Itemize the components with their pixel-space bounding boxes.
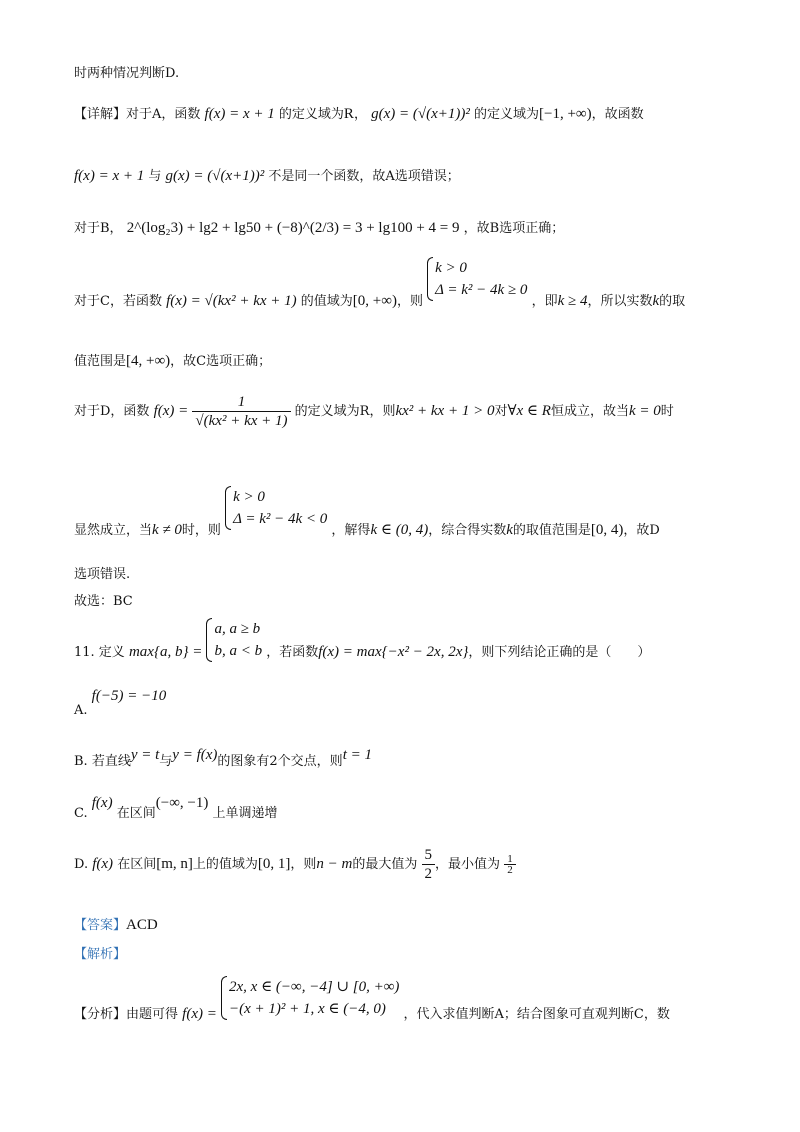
line-detail-A: 【详解】对于A，函数 f(x) = x + 1 的定义域为R， g(x) = (√(x+1))² 的定义域为[−1, +∞)，故函数: [74, 106, 644, 122]
analysis-tag: 【解析】: [74, 947, 127, 962]
analysis-line: 【分析】由题可得 f(x) = 2x, x ∈ (−∞, −4] ∪ [0, +∞) −(x + 1)² + 1, x ∈ (−4, 0) ，代入求值判断A；结合图象可直观判断C，数: [74, 976, 670, 1020]
line-A-conclusion: f(x) = x + 1 与 g(x) = (√(x+1))² 不是同一个函数，故A选项错误；: [74, 168, 460, 184]
line-1: 时两种情况判断D.: [74, 66, 180, 81]
answer-tag: 【答案】: [74, 918, 127, 933]
detail-tag: 【详解】: [74, 107, 127, 122]
line-D-end: 选项错误.: [74, 567, 131, 582]
option-B: B. 若直线y = t与y = f(x)的图象有2个交点，则t = 1: [74, 747, 372, 769]
line-choice: 故选：BC: [74, 594, 133, 609]
option-D: D. f(x) 在区间[m, n]上的值域为[0, 1]，则n − m的最大值为 $\frac{5}{2}$ ，最小值为 $\frac{1}{2}$: [74, 846, 516, 883]
condition-system-D: k > 0 Δ = k² − 4k < 0: [225, 486, 327, 530]
answer-line: 【答案】ACD: [74, 917, 158, 933]
fraction-D: $\frac{1}{\text{√(kx² + kx + 1)}}$: [192, 393, 290, 430]
max-definition: a, a ≥ b b, a < b: [206, 618, 262, 662]
line-C-conclusion: 值范围是[4, +∞)，故C选项正确；: [74, 353, 272, 369]
line-D-case: 显然成立，当k ≠ 0时，则 k > 0 Δ = k² − 4k < 0 ，解得k ∈ (0, 4)，综合得实数k的取值范围是[0, 4)，故D: [74, 486, 660, 530]
line-B: 对于B， 2^(log₂3) + lg2 + lg50 + (−8)^(2/3) = 3 + lg100 + 4 = 9 ，故B选项正确；: [74, 220, 565, 236]
fenxi-tag: 【分析】: [74, 1006, 127, 1022]
analysis-heading: [74, 943, 126, 962]
option-C: C. f(x) 在区间(−∞, −1) 上单调递增: [74, 795, 278, 821]
piecewise-system: 2x, x ∈ (−∞, −4] ∪ [0, +∞) −(x + 1)² + 1, x ∈ (−4, 0): [221, 976, 399, 1020]
line-D: 对于D，函数 f(x) = $\frac{1}{\text{√(kx² + kx + 1)}}$ 的定义域为R，则kx² + kx + 1 > 0对∀x ∈ R恒成立，故当k = 0时: [74, 394, 674, 429]
question-11: 11. 定义 max{a, b} = a, a ≥ b b, a < b ，若函数f(x) = max{−x² − 2x, 2x}，则下列结论正确的是（ ）: [74, 618, 650, 662]
condition-system-C: k > 0 Δ = k² − 4k ≥ 0: [427, 257, 527, 301]
line-C: 对于C，若函数 f(x) = √(kx² + kx + 1) 的值域为[0, +∞)，则 k > 0 Δ = k² − 4k ≥ 0 ，即k ≥ 4，所以实数k的取: [74, 257, 685, 301]
option-A: A. f(−5) = −10: [74, 688, 167, 718]
min-fraction: $\frac{1}{2}$: [504, 854, 516, 875]
max-fraction: $\frac{5}{2}$: [422, 846, 436, 883]
